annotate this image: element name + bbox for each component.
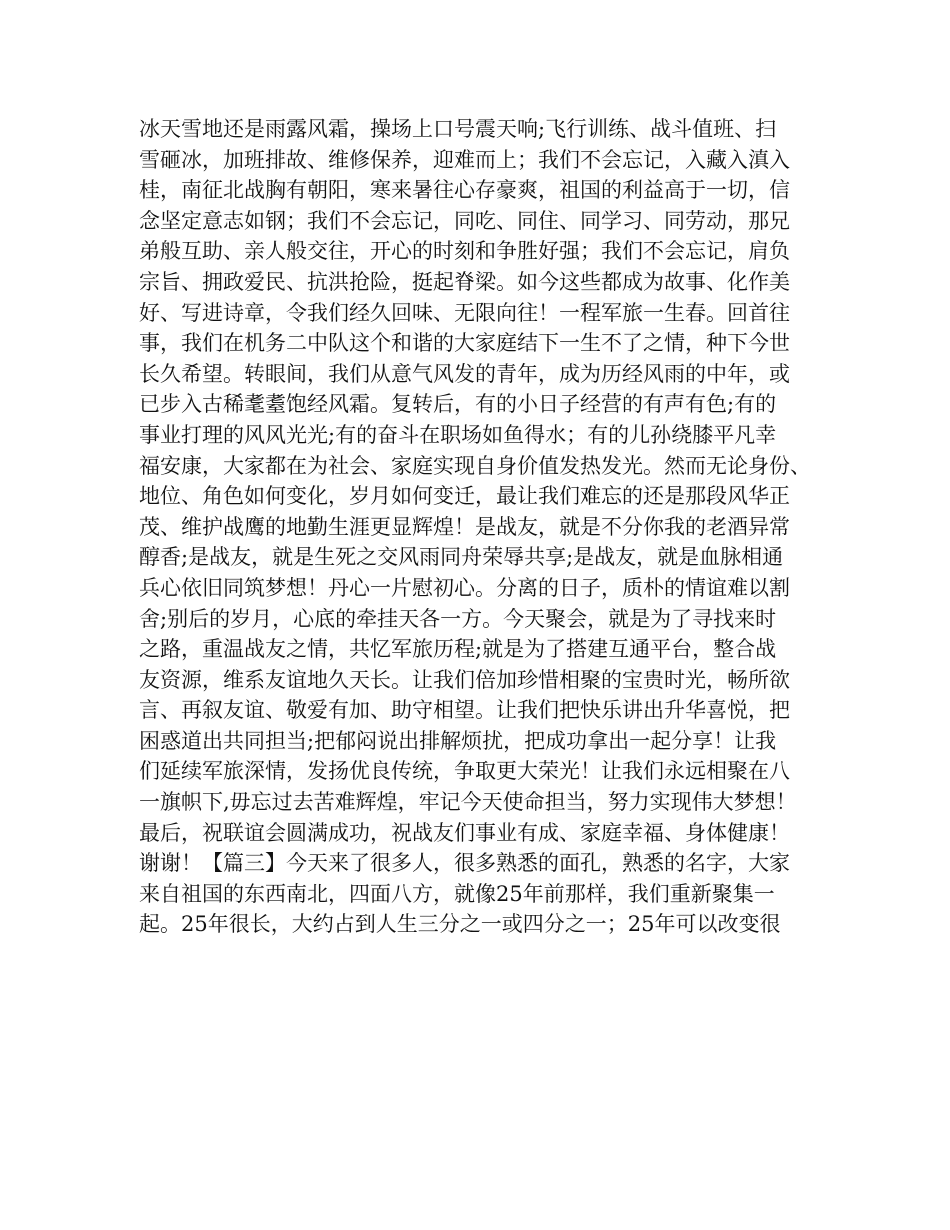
text-line: 冰天雪地还是雨露风霜，操场上口号震天响;飞行训练、战斗值班、扫 <box>139 117 777 141</box>
text-line: 醇香;是战友，就是生死之交风雨同舟荣辱共享;是战友，就是血脉相通 <box>139 545 784 570</box>
text-line: 一旗帜下,毋忘过去苦难辉煌，牢记今天使命担当，努力实现伟大梦想！ <box>139 790 797 815</box>
text-line: 事业打理的风风光光;有的奋斗在职场如鱼得水；有的儿孙绕膝平凡幸 <box>139 422 777 447</box>
text-line: 念坚定意志如钢；我们不会忘记，同吃、同住、同学习、同劳动，那兄 <box>139 208 790 233</box>
text-line: 兵心依旧同筑梦想！丹心一片慰初心。分离的日子，质朴的情谊难以割 <box>139 575 790 600</box>
text-line: 来自祖国的东西南北，四面八方，就像25年前那样，我们重新聚集一 <box>139 881 775 906</box>
text-line: 言、再叙友谊、敬爱有加、助守相望。让我们把快乐讲出升华喜悦，把 <box>139 698 790 723</box>
text-line: 地位、角色如何变化，岁月如何变迁，最让我们难忘的还是那段风华正 <box>139 484 790 509</box>
text-line: 宗旨、拥政爱民、抗洪抢险，挺起脊梁。如今这些都成为故事、化作美 <box>139 269 790 294</box>
text-line: 长久希望。转眼间，我们从意气风发的青年，成为历经风雨的中年，或 <box>139 361 790 386</box>
text-line: 最后，祝联谊会圆满成功，祝战友们事业有成、家庭幸福、身体健康！ <box>139 820 790 845</box>
text-line: 友资源，维系友谊地久天长。让我们倍加珍惜相聚的宝贵时光，畅所欲 <box>139 667 790 692</box>
text-line: 桂，南征北战胸有朝阳，寒来暑往心存豪爽，祖国的利益高于一切，信 <box>139 178 790 203</box>
text-line: 茂、维护战鹰的地勤生涯更显辉煌！是战友，就是不分你我的老酒异常 <box>139 514 790 539</box>
text-line: 福安康，大家都在为社会、家庭实现自身价值发热发光。然而无论身份、 <box>139 453 811 478</box>
text-line: 们延续军旅深情，发扬优良传统，争取更大荣光！让我们永远相聚在八 <box>139 759 790 784</box>
text-line: 之路，重温战友之情，共忆军旅历程;就是为了搭建互通平台，整合战 <box>139 637 777 662</box>
text-line: 好、写进诗章，令我们经久回味、无限向往！一程军旅一生春。回首往 <box>139 300 790 325</box>
text-line: 谢谢！【篇三】今天来了很多人，很多熟悉的面孔，熟悉的名字，大家 <box>139 851 790 876</box>
text-line: 困惑道出共同担当;把郁闷说出排解烦扰，把成功拿出一起分享！让我 <box>139 728 777 753</box>
text-line: 事，我们在机务二中队这个和谐的大家庭结下一生不了之情，种下今世 <box>139 331 790 356</box>
text-line: 舍;别后的岁月，心底的牵挂天各一方。今天聚会，就是为了寻找来时 <box>139 606 777 631</box>
text-line: 弟般互助、亲人般交往，开心的时刻和争胜好强；我们不会忘记，肩负 <box>139 239 790 264</box>
body-text <box>139 114 829 940</box>
text-line: 雪砸冰，加班排故、维修保养，迎难而上；我们不会忘记，入藏入滇入 <box>139 147 790 172</box>
text-line: 起。25年很长，大约占到人生三分之一或四分之一；25年可以改变很 <box>139 912 781 937</box>
text-line: 已步入古稀耄耋饱经风霜。复转后，有的小日子经营的有声有色;有的 <box>139 392 777 417</box>
